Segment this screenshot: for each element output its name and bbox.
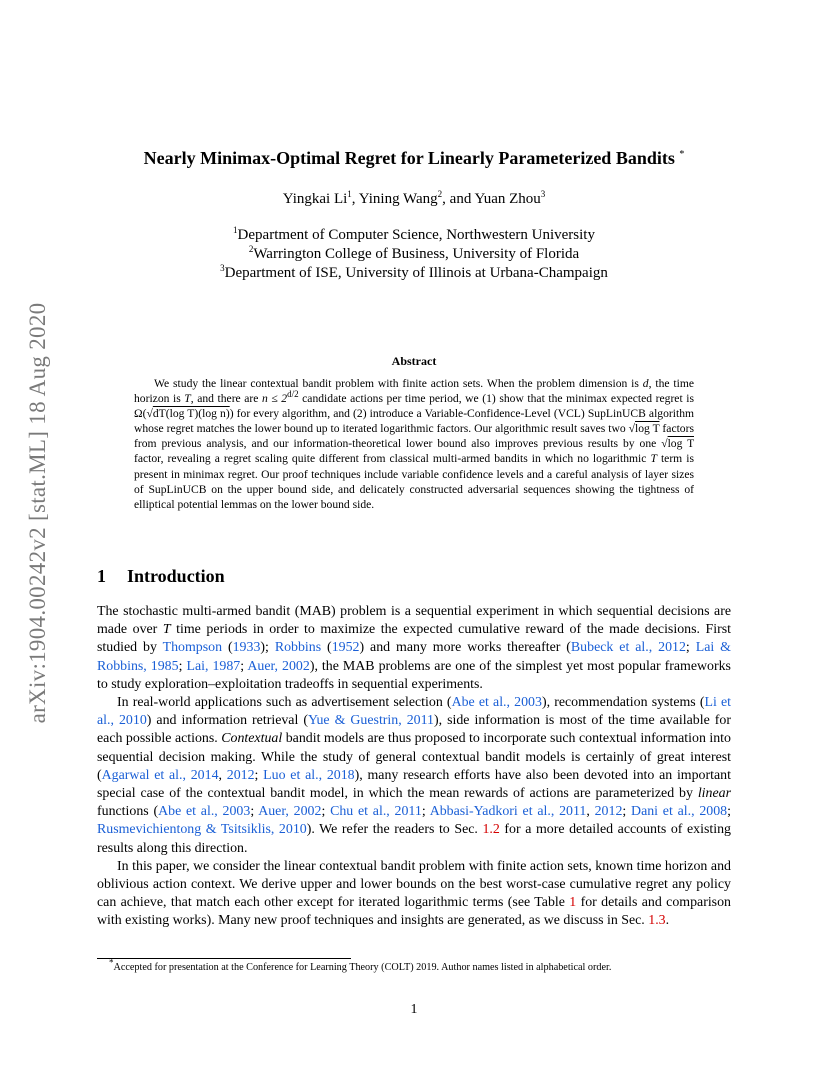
citation-link[interactable]: Thompson: [162, 640, 223, 656]
citation-link[interactable]: Lai, 1987: [186, 658, 241, 674]
citation-link[interactable]: Abbasi-Yadkori et al., 2011: [429, 804, 587, 820]
citation-link[interactable]: Dani et al., 2008: [631, 804, 728, 820]
title-footnote-mark: *: [679, 149, 685, 160]
citation-link[interactable]: Chu et al., 2011: [330, 804, 422, 820]
footnote-divider: [97, 958, 351, 959]
arxiv-id: arXiv:1904.00242v2 [stat.ML] 18 Aug 2020: [25, 302, 50, 724]
citation-link[interactable]: Luo et al., 2018: [263, 767, 355, 783]
author-list: Yingkai Li$^1$, Yining Wang$^2$, and Yuan Zhou$^3$: [282, 189, 546, 207]
section-heading: [97, 566, 225, 587]
table-reference-link[interactable]: 1: [569, 895, 577, 911]
citation-link[interactable]: Robbins: [274, 640, 322, 656]
paragraph: The stochastic multi-armed bandit (MAB) problem is a sequential experiment in which sequential decisions are made over T time periods in order to maximize the expected cumulative reward of the made decisions. First studied by Thompson (1933); Robbins (1952) and many more works thereafter (Bubeck et al., 2012; Lai & Robbins, 1985; Lai, 1987; Auer, 2002), the MAB problems are one of the simplest yet most popular frameworks to study exploration–exploitation tradeoffs in sequential experiments.: [97, 604, 731, 692]
arxiv-sidebar: [23, 258, 53, 768]
abstract: We study the linear contextual bandit problem with finite action sets. When the problem dimension is d, the time horizon is T, and there are $n \le 2^{d/2}$ candidate actions per time period, we (1) show that the minimax expected regret is Ω(√dT(log T)(log n)) for every algorithm, and (2) introduce a Variable-Confidence-Level (VCL) SupLinUCB algorithm whose regret matches the lower bound up to iterated logarithmic factors. Our algorithmic result saves two √log T factors from previous analysis, and our information-theoretical lower bound also improves previous results by one √log T factor, revealing a regret scaling quite different from classical multi-armed bandits in which no logarithmic T term is present in minimax regret. Our proof techniques include variable confidence levels and a careful analysis of layer sizes of SupLinUCB on the upper bound side, and delicately constructed adversarial sequences showing the tightness of elliptical potential lemmas on the lower bound side.: [134, 377, 695, 511]
paragraph: In real-world applications such as advertisement selection (Abe et al., 2003), recommendation systems (Li et al., 2010) and information retrieval (Yue & Guestrin, 2011), side information is most of the time available for each possible actions. Contextual bandit models are thus proposed to incorporate such contextual information into sequential decision making. While the study of general contextual bandit models is certainly of great interest (Agarwal et al., 2014, 2012; Luo et al., 2018), many research efforts have also been devoted into an important special case of the contextual bandit model, in which the mean rewards of actions are parameterized by linear functions (Abe et al., 2003; Auer, 2002; Chu et al., 2011; Abbasi-Yadkori et al., 2011, 2012; Dani et al., 2008; Rusmevichientong & Tsitsiklis, 2010). We refer the readers to Sec. 1.2 for a more detailed accounts of existing results along this direction.: [97, 695, 732, 856]
citation-link[interactable]: Abe et al., 2003: [451, 695, 542, 711]
page-number: 1: [410, 1002, 418, 1017]
citation-link[interactable]: 1933: [232, 640, 261, 656]
paper-title: Nearly Minimax-Optimal Regret for Linearly Parameterized Bandits *: [143, 148, 685, 168]
section-number: 1: [97, 566, 106, 586]
affiliation: $^1$Department of Computer Science, Northwestern University: [233, 225, 595, 243]
citation-link[interactable]: Abe et al., 2003: [158, 804, 251, 820]
footnote: *Accepted for presentation at the Conference for Learning Theory (COLT) 2019. Author names listed in alphabetical order.: [109, 957, 612, 973]
section-reference-link[interactable]: 1.2: [482, 822, 500, 838]
abstract-heading: Abstract: [391, 354, 437, 368]
author-name: Yuan Zhou: [474, 191, 541, 207]
citation-link[interactable]: Auer, 2002: [258, 804, 322, 820]
author-name: Yining Wang: [358, 191, 438, 207]
section-reference-link[interactable]: 1.3: [648, 913, 666, 929]
citation-link[interactable]: Lai & Robbins, 1985: [97, 640, 731, 674]
affiliation: $^3$Department of ISE, University of Illinois at Urbana-Champaign: [220, 263, 608, 281]
paragraph: In this paper, we consider the linear contextual bandit problem with finite action sets, known time horizon and oblivious action context. We derive upper and lower bounds on the best worst-case cumulative regret any policy can achieve, that match each other except for iterated logarithmic terms (see Table 1 for details and comparison with existing works). Many new proof techniques and insights are generated, as we discuss in Sec. 1.3.: [97, 858, 731, 929]
citation-link[interactable]: 1952: [331, 640, 360, 656]
citation-link[interactable]: Auer, 2002: [247, 658, 310, 674]
affiliation: $^2$Warrington College of Business, University of Florida: [248, 244, 580, 262]
citation-link[interactable]: Yue & Guestrin, 2011: [307, 713, 434, 729]
body-text: [97, 603, 731, 931]
affiliations: [0, 226, 828, 283]
citation-link[interactable]: 2012: [226, 767, 255, 783]
section-title: Introduction: [127, 566, 225, 586]
author-name: Yingkai Li: [282, 191, 348, 207]
citation-link[interactable]: Agarwal et al., 2014: [101, 767, 219, 783]
citation-link[interactable]: 2012: [594, 804, 623, 820]
citation-link[interactable]: Bubeck et al., 2012: [570, 640, 686, 656]
citation-link[interactable]: Rusmevichientong & Tsitsiklis, 2010: [97, 822, 307, 838]
citation-link[interactable]: Li et al., 2010: [97, 695, 732, 729]
